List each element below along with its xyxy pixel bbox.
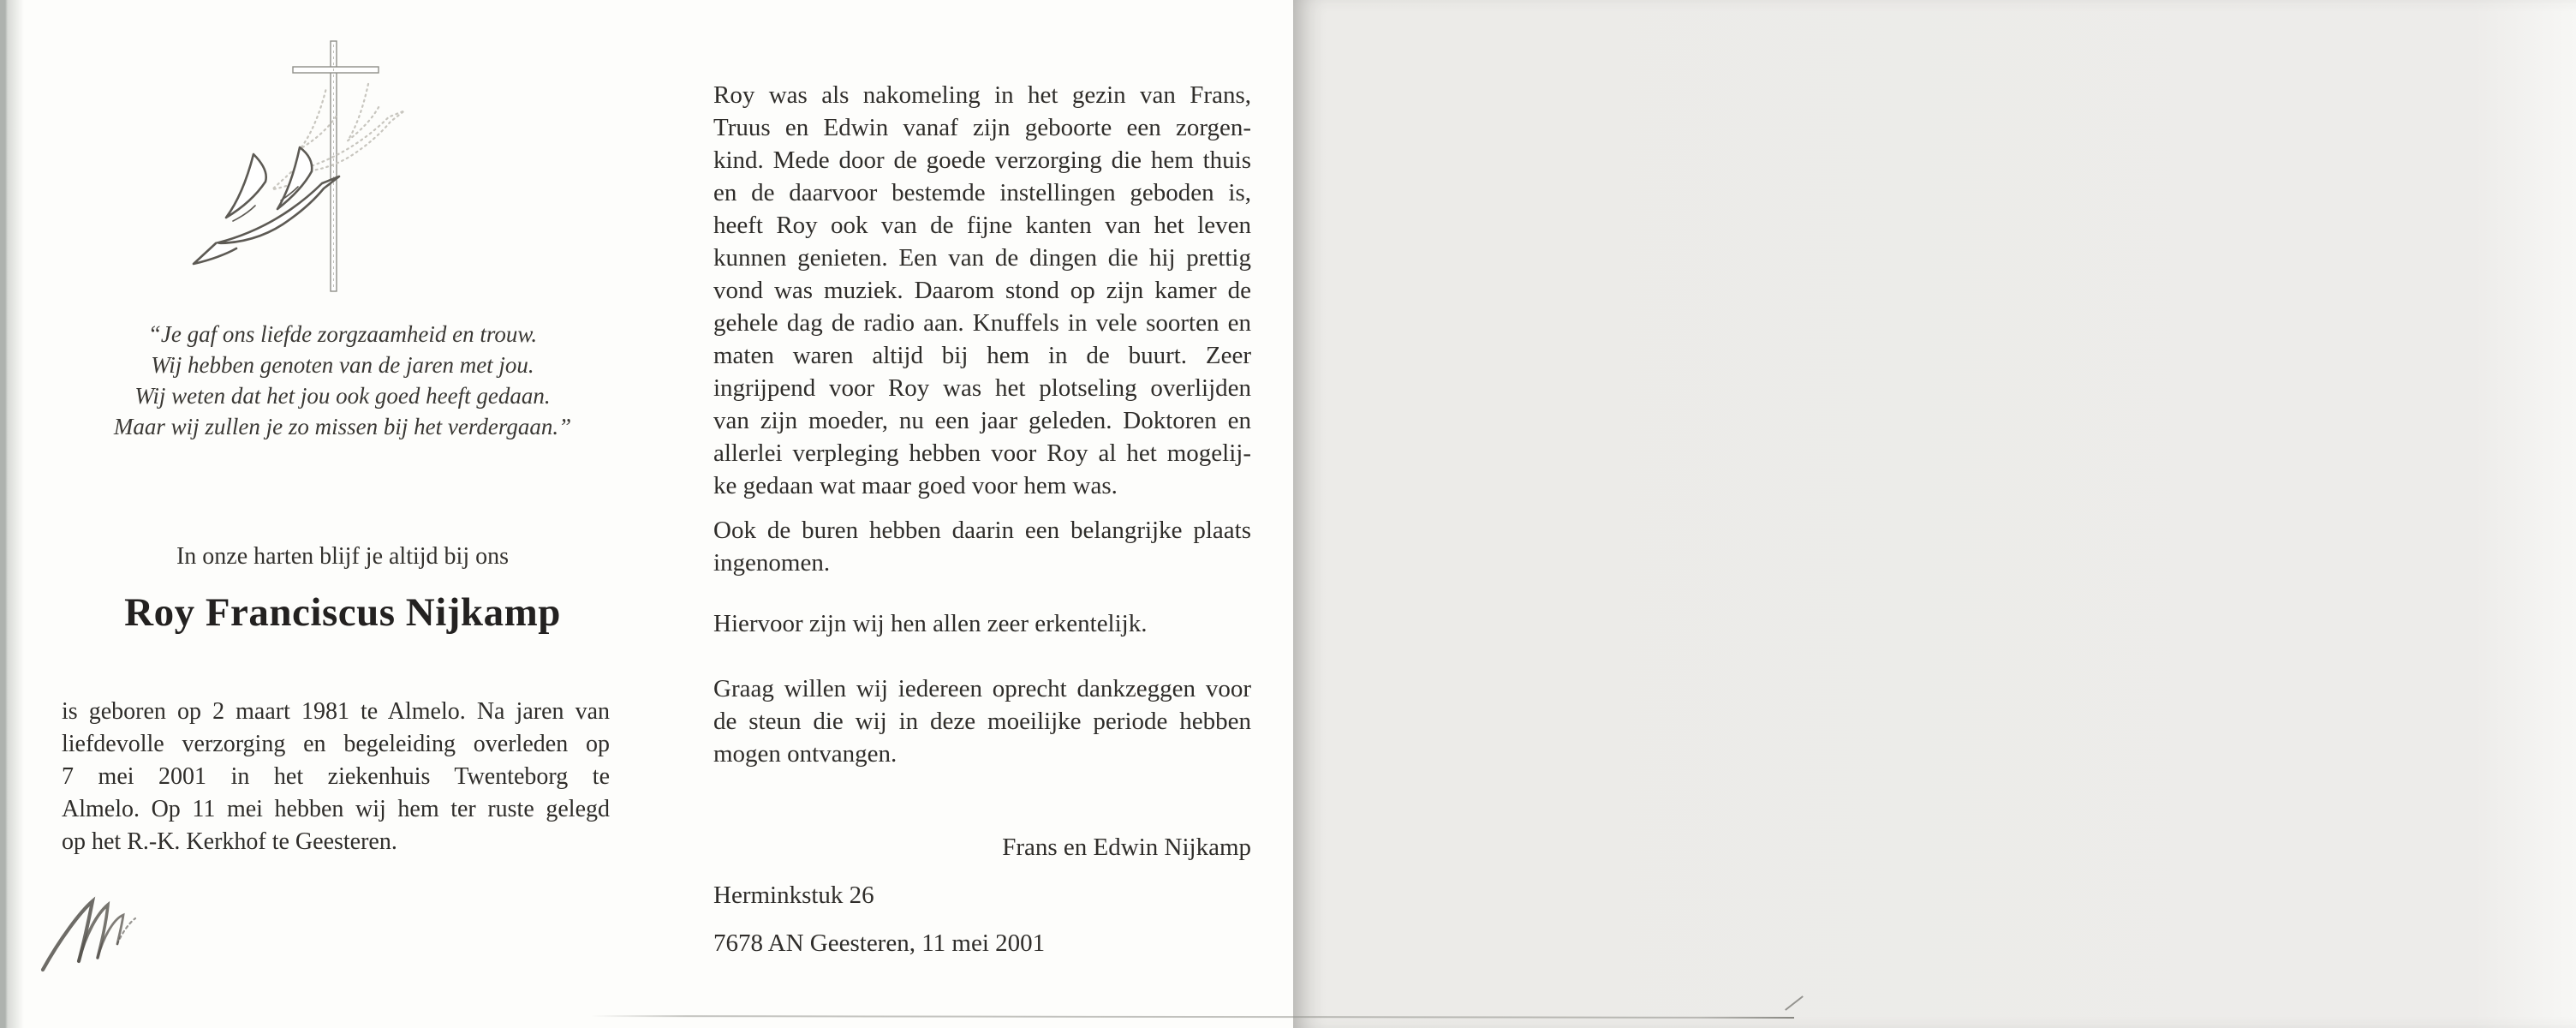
thanks-paragraph: Graag willen wij iedereen oprecht dankzeggen voor de steun die wij in deze moeilijke periode hebben mogen ontvangen. <box>713 675 1251 768</box>
life-summary: is geboren op 2 maart 1981 te Almelo. Na jaren van liefdevolle verzorging en begeleiding overleden op 7 mei 2001 in het ziekenhuis Twenteborg te Almelo. Op 11 mei hebben wij hem ter ruste gelegd op het R.-K. Kerkhof te Geesteren. <box>62 698 610 855</box>
eulogy-paragraph: Roy was als nakomeling in het gezin van Frans, Truus en Edwin vanaf zijn geboorte een zorgen- kind. Mede door de goede verzorging die hem thuis en de daarvoor bestemde instellingen geboden is, heeft Roy ook van de fijne kanten van het leven kunnen genieten. Een van de dingen die hij prettig vond was muziek. Daarom stond op zijn kamer de gehele dag de radio aan. Knuffels in vele soorten en maten waren altijd bij hem in de buurt. Zeer ingrijpend voor Roy was het plotseling overlijden van zijn moeder, nu een jaar geleden. Doktoren en allerlei verpleging hebben voor Roy al het mogelij- ke gedaan wat maar goed voor hem was. <box>713 81 1251 499</box>
middle-text-column <box>713 79 1251 959</box>
family-signature: Frans en Edwin Nijkamp <box>1002 834 1251 861</box>
gratitude-line: Hiervoor zijn wij hen allen zeer erkentelijk. <box>713 610 1148 637</box>
deceased-name: Roy Franciscus Nijkamp <box>124 590 561 635</box>
memorial-intro: In onze harten blijf je altijd bij ons <box>176 543 509 570</box>
poem-quote: “Je gaf ons liefde zorgzaamheid en trouw. Wij hebben genoten van de jaren met jou. Wij weten dat het jou ook goed heeft gedaan. Maar wij zullen je zo missen bij het verdergaan.” <box>113 321 572 439</box>
neighbors-paragraph: Ook de buren hebben daarin een belangrijke plaats ingenomen. <box>713 517 1251 577</box>
address-line-1: Herminkstuk 26 <box>713 882 874 909</box>
address-line-2: 7678 AN Geesteren, 11 mei 2001 <box>713 929 1046 957</box>
scanner-edge-strip <box>0 0 24 1028</box>
right-page <box>1293 0 2576 1028</box>
handwritten-mark-icon <box>36 881 207 992</box>
cross-and-doves-icon <box>171 19 411 293</box>
